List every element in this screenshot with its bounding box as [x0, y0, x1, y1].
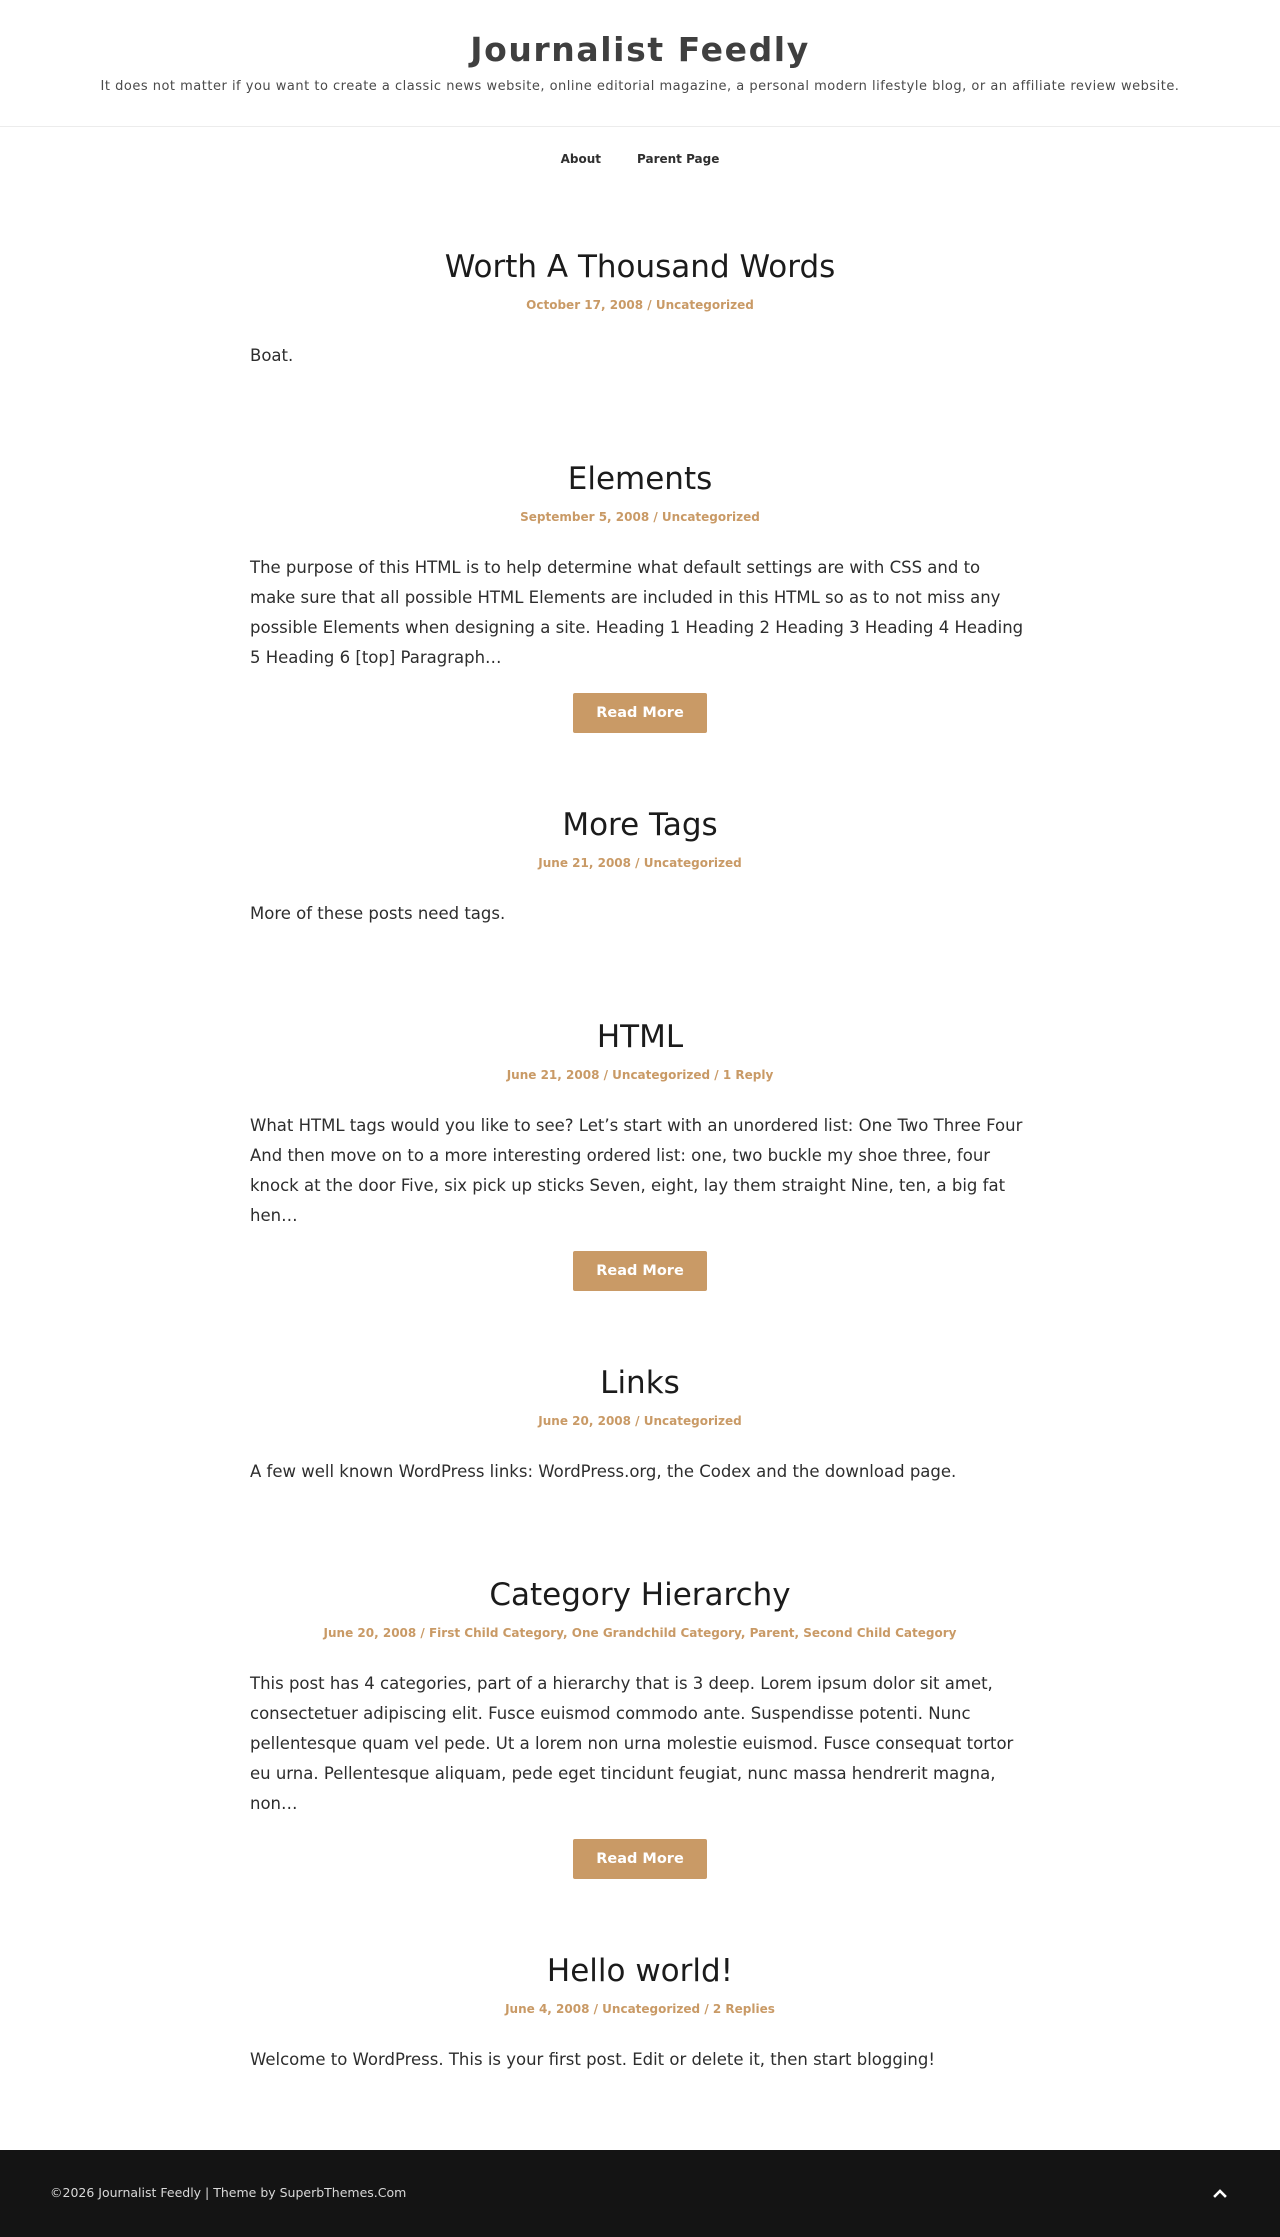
nav-item-parent-page[interactable]: Parent Page [637, 152, 720, 166]
post-excerpt: Welcome to WordPress. This is your first post. Edit or delete it, then start blogging! [250, 2050, 935, 2069]
post-excerpt: Boat. [250, 346, 294, 365]
post-title[interactable]: Links [600, 1365, 680, 1401]
post-list [250, 179, 1030, 2075]
post [250, 459, 1030, 733]
post [250, 805, 1030, 929]
scroll-to-top-button[interactable] [1208, 2180, 1232, 2204]
post-excerpt: The purpose of this HTML is to help determine what default settings are with CSS and to make sure that all possible HTML Elements are included in this HTML so as to not miss any possible Elements when designing a site. Heading 1 Heading 2 Heading 3 Heading 4 Heading 5 Heading 6 [top] Paragraph… [250, 558, 1024, 667]
post-title[interactable]: Hello world! [546, 1953, 734, 1989]
post-excerpt: A few well known WordPress links: WordPress.org, the Codex and the download page. [250, 1462, 957, 1481]
post-meta[interactable]: June 21, 2008 / Uncategorized / 1 Reply [506, 1068, 774, 1082]
post-excerpt: This post has 4 categories, part of a hierarchy that is 3 deep. Lorem ipsum dolor sit amet, consectetuer adipiscing elit. Fusce euismod commodo ante. Suspendisse potenti. Nunc pellentesque quam vel pede. Ut a lorem non urna molestie euismod. Fusce consequat tortor eu urna. Pellentesque aliquam, pede eget tincidunt feugiat, nunc massa hendrerit magna, non… [250, 1674, 1014, 1813]
post-meta[interactable]: June 4, 2008 / Uncategorized / 2 Replies [505, 2002, 775, 2016]
site-footer [0, 2150, 1280, 2237]
read-more-button[interactable]: Read More [573, 693, 707, 733]
post [250, 1363, 1030, 1487]
post-excerpt: More of these posts need tags. [250, 904, 506, 923]
post-title[interactable]: Elements [567, 461, 713, 497]
post [250, 1951, 1030, 2075]
post-meta[interactable]: June 21, 2008 / Uncategorized [538, 856, 742, 870]
site-title[interactable]: Journalist Feedly [470, 30, 810, 69]
footer-credit[interactable]: ©2026 Journalist Feedly | Theme by SuperbThemes.Com [50, 2185, 407, 2200]
site-header [0, 0, 1280, 127]
post-title[interactable]: Worth A Thousand Words [444, 249, 836, 285]
read-more-button[interactable]: Read More [573, 1251, 707, 1291]
post [250, 247, 1030, 371]
post-meta[interactable]: October 17, 2008 / Uncategorized [526, 298, 754, 312]
post-excerpt: What HTML tags would you like to see? Let’s start with an unordered list: One Two Three Four And then move on to a more interesting ordered list: one, two buckle my shoe three, four knock at the door Five, six pick up sticks Seven, eight, lay them straight Nine, ten, a big fat hen… [250, 1116, 1023, 1225]
post [250, 1575, 1030, 1879]
chevron-up-icon [1213, 2183, 1227, 2202]
post-title[interactable]: More Tags [562, 807, 718, 843]
post-title[interactable]: Category Hierarchy [489, 1577, 791, 1613]
post-meta[interactable]: September 5, 2008 / Uncategorized [520, 510, 760, 524]
nav-item-about[interactable]: About [560, 152, 601, 166]
post-meta[interactable]: June 20, 2008 / First Child Category, One Grandchild Category, Parent, Second Child Category [323, 1626, 957, 1640]
main-navigation [0, 127, 1280, 179]
post [250, 1017, 1030, 1291]
post-title[interactable]: HTML [596, 1019, 684, 1055]
read-more-button[interactable]: Read More [573, 1839, 707, 1879]
post-meta[interactable]: June 20, 2008 / Uncategorized [538, 1414, 742, 1428]
site-description: It does not matter if you want to create a classic news website, online editorial magazine, a personal modern lifestyle blog, or an affiliate review website. [100, 79, 1180, 94]
